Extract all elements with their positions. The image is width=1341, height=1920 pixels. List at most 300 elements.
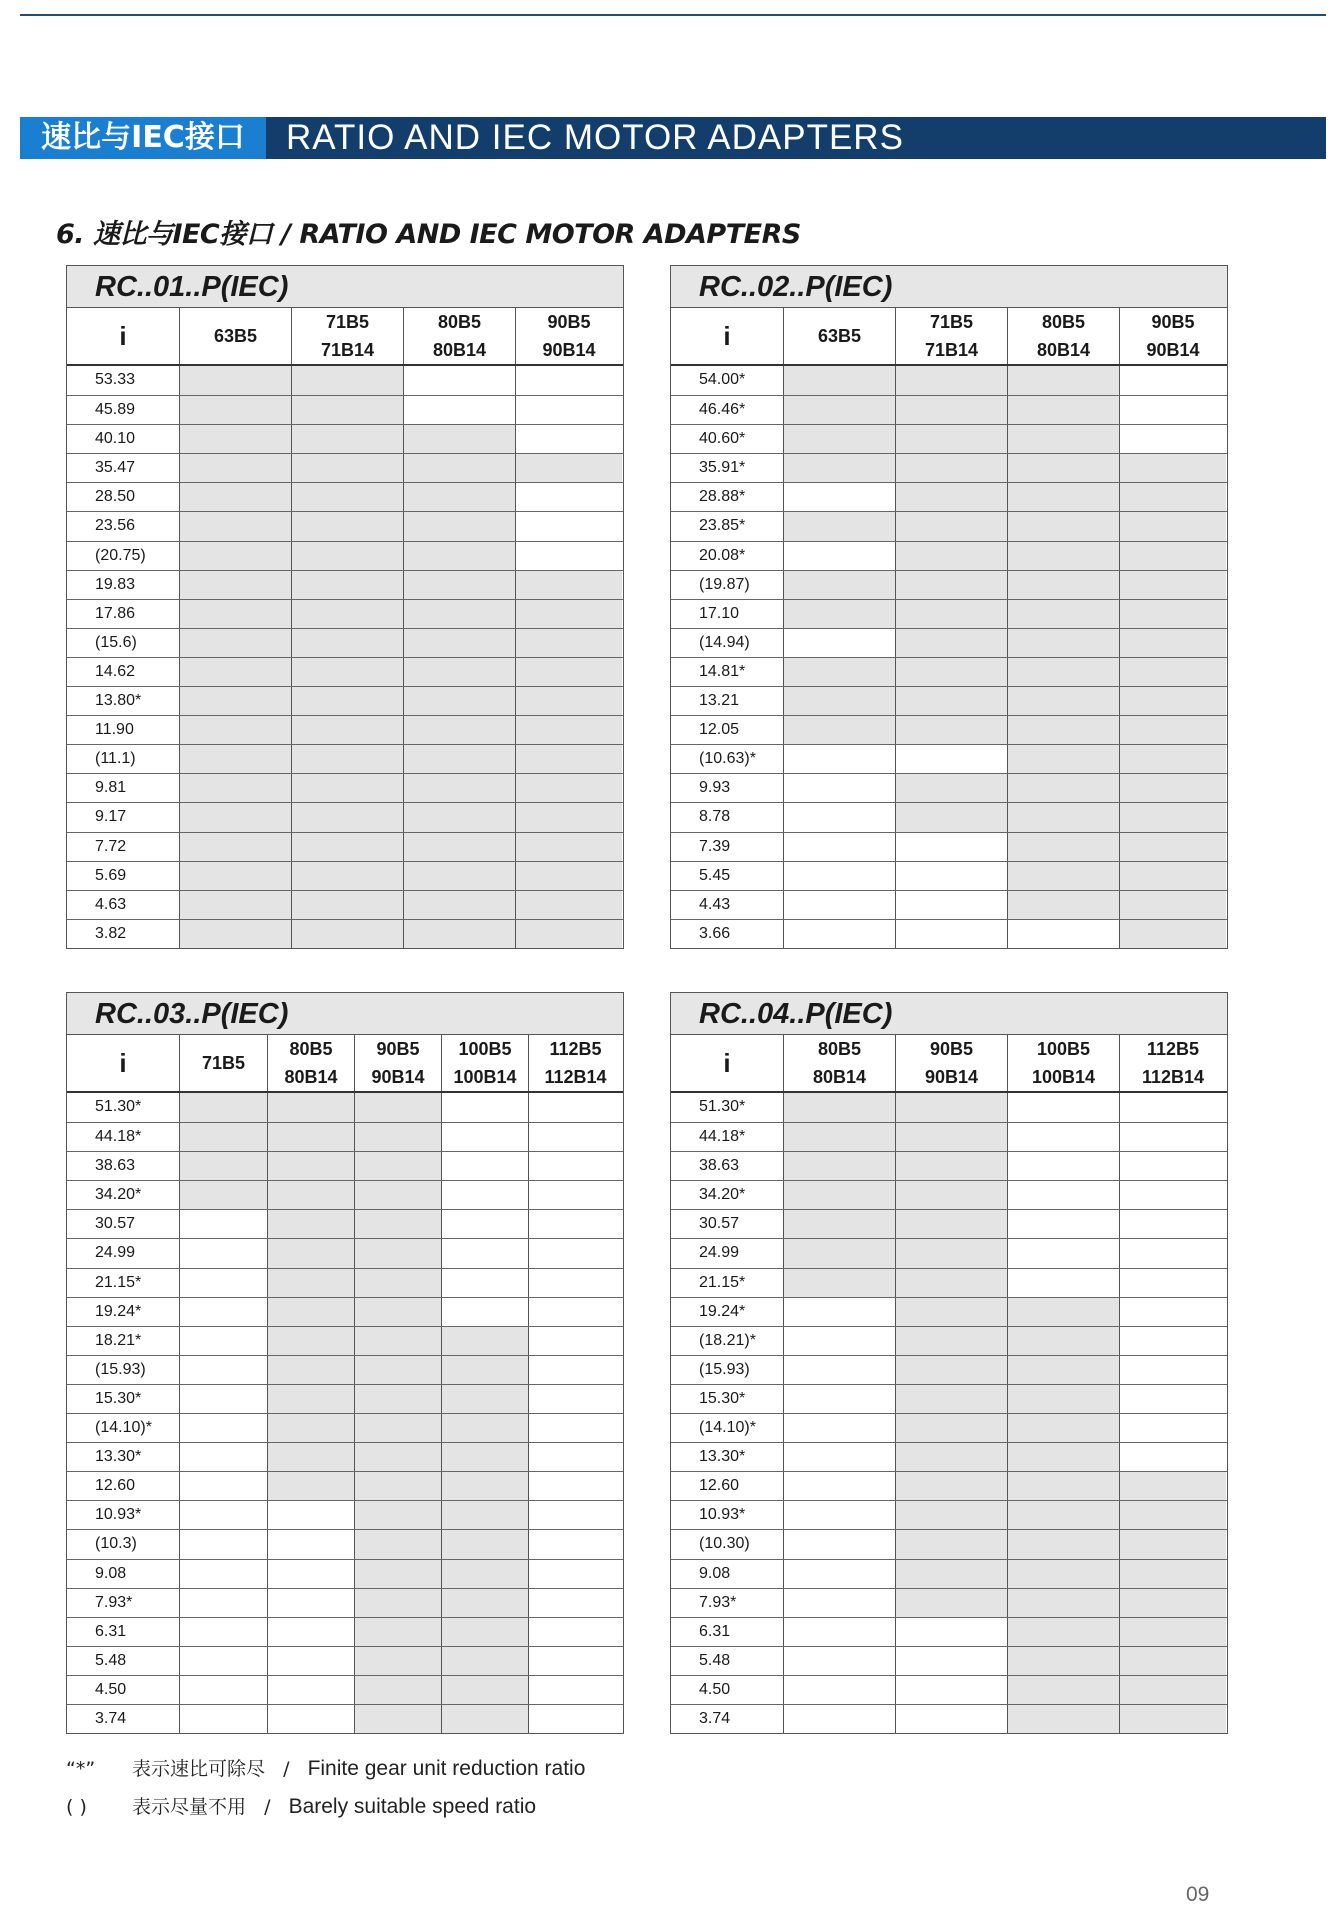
empty-cell [1007,1093,1119,1122]
table-title: RC..01..P(IEC) [67,266,623,308]
compatible-cell [267,1239,354,1267]
adapter-column-header [515,308,622,364]
table-row [67,1268,623,1297]
table-row [671,744,1227,773]
empty-cell [528,1298,622,1326]
ratio-value: (11.1) [67,745,179,773]
empty-cell [179,1589,267,1617]
empty-cell [267,1589,354,1617]
table-row [67,1122,623,1151]
table-row [67,1442,623,1471]
header-label: 71B5 [929,312,974,332]
compatible-cell [354,1269,441,1297]
ratio-value: 35.91* [671,454,783,482]
compatible-cell [179,920,291,948]
empty-cell [783,833,895,861]
compatible-cell [783,1239,895,1267]
compatible-cell [1119,891,1226,919]
table-row [671,541,1227,570]
compatible-cell [441,1385,528,1413]
compatible-cell [354,1443,441,1471]
empty-cell [267,1647,354,1675]
table-row [671,919,1227,948]
table-row [67,802,623,831]
ratio-value: 45.89 [67,396,179,424]
header-label: 80B14 [284,1067,338,1087]
ratio-value: 23.56 [67,512,179,540]
header-label: 90B5 [376,1039,420,1059]
ratio-value: 19.24* [67,1298,179,1326]
empty-cell [441,1152,528,1180]
adapter-column-header [783,308,895,364]
compatible-cell [441,1414,528,1442]
table-row [67,1355,623,1384]
compatible-cell [515,571,622,599]
compatible-cell [403,483,515,511]
empty-cell [1119,396,1226,424]
ratio-value: 3.66 [671,920,783,948]
ratio-value: 7.39 [671,833,783,861]
compatible-cell [291,366,403,395]
ratio-value: 40.10 [67,425,179,453]
adapter-column-header [179,308,291,364]
compatible-cell [441,1560,528,1588]
compatible-cell [179,1181,267,1209]
ratio-value: 38.63 [671,1152,783,1180]
compatible-cell [267,1327,354,1355]
header-label: i [723,1048,731,1078]
table-row [671,1238,1227,1267]
table-row [671,453,1227,482]
empty-cell [783,542,895,570]
empty-cell [1119,425,1226,453]
compatible-cell [1007,687,1119,715]
compatible-cell [1119,1501,1226,1529]
header-label: 100B14 [453,1067,517,1087]
compatible-cell [1119,1618,1226,1646]
compatible-cell [354,1705,441,1733]
compatible-cell [441,1647,528,1675]
compatible-cell [441,1443,528,1471]
empty-cell [179,1501,267,1529]
ratio-value: 7.93* [67,1589,179,1617]
legend-separator: / [264,1796,271,1818]
compatible-cell [179,396,291,424]
adapter-column-header [783,1035,895,1091]
ratio-value: 21.15* [671,1269,783,1297]
empty-cell [441,1181,528,1209]
compatible-cell [267,1210,354,1238]
compatible-cell [783,1152,895,1180]
empty-cell [528,1181,622,1209]
table-row [67,599,623,628]
compatible-cell [179,1152,267,1180]
compatible-cell [895,512,1007,540]
empty-cell [528,1705,622,1733]
ratio-value: 40.60* [671,425,783,453]
empty-cell [783,1530,895,1558]
legend-text-en: Finite gear unit reduction ratio [307,1757,586,1780]
compatible-cell [179,774,291,802]
ratio-value: 4.43 [671,891,783,919]
compatible-cell [1007,396,1119,424]
table-row [67,773,623,802]
header-banner [20,117,1326,159]
table-row [671,1529,1227,1558]
table-row [671,482,1227,511]
compatible-cell [1119,1705,1226,1733]
compatible-cell [1007,600,1119,628]
empty-cell [179,1647,267,1675]
empty-cell [528,1501,622,1529]
compatible-cell [783,396,895,424]
compatible-cell [1007,833,1119,861]
ratio-value: 44.18* [67,1123,179,1151]
compatible-cell [1007,1356,1119,1384]
header-label: 90B14 [924,1067,979,1087]
ratio-value: 4.50 [671,1676,783,1704]
empty-cell [1119,1443,1226,1471]
empty-cell [179,1676,267,1704]
table-row [67,715,623,744]
empty-cell [441,1239,528,1267]
compatible-cell [403,658,515,686]
ratio-value: 5.45 [671,862,783,890]
empty-cell [179,1530,267,1558]
compatible-cell [1119,920,1226,948]
ratio-value: 12.05 [671,716,783,744]
compatible-cell [783,425,895,453]
empty-cell [403,396,515,424]
empty-cell [267,1530,354,1558]
compatible-cell [515,891,622,919]
empty-cell [528,1093,622,1122]
compatible-cell [354,1152,441,1180]
compatible-cell [354,1327,441,1355]
empty-cell [783,1647,895,1675]
compatible-cell [1007,1327,1119,1355]
table-row [67,832,623,861]
empty-cell [179,1356,267,1384]
compatible-cell [1007,862,1119,890]
compatible-cell [1119,803,1226,831]
ratio-value: 13.80* [67,687,179,715]
table-row [67,1529,623,1558]
ratio-value: 15.30* [671,1385,783,1413]
compatible-cell [441,1618,528,1646]
table-row [671,686,1227,715]
compatible-cell [895,600,1007,628]
compatible-cell [515,745,622,773]
compatible-cell [895,1560,1007,1588]
compatible-cell [267,1414,354,1442]
compatible-cell [895,1530,1007,1558]
compatible-cell [895,803,1007,831]
empty-cell [783,483,895,511]
compatible-cell [1119,571,1226,599]
empty-cell [528,1443,622,1471]
empty-cell [895,745,1007,773]
ratio-value: (19.87) [671,571,783,599]
ratio-value: 24.99 [671,1239,783,1267]
compatible-cell [291,396,403,424]
compatible-cell [354,1618,441,1646]
table-row [671,1559,1227,1588]
table-row [671,1442,1227,1471]
empty-cell [783,920,895,948]
empty-cell [179,1210,267,1238]
compatible-cell [1119,745,1226,773]
compatible-cell [1119,1472,1226,1500]
compatible-cell [267,1181,354,1209]
compatible-cell [1119,1560,1226,1588]
compatible-cell [403,571,515,599]
table-row [671,628,1227,657]
table-row [671,1471,1227,1500]
compatible-cell [895,1093,1007,1122]
compatible-cell [179,716,291,744]
table-title: RC..03..P(IEC) [67,993,623,1035]
ratio-value: (14.10)* [67,1414,179,1442]
header-label: 71B14 [320,340,375,360]
compatible-cell [515,629,622,657]
compatible-cell [1007,891,1119,919]
table-row [67,1646,623,1675]
ratio-value: 17.86 [67,600,179,628]
table-row [67,744,623,773]
table-row [67,1704,623,1733]
table-row [67,686,623,715]
table-row [671,1646,1227,1675]
table-title: RC..02..P(IEC) [671,266,1227,308]
compatible-cell [354,1676,441,1704]
ratio-value: 34.20* [671,1181,783,1209]
ratio-value: 9.17 [67,803,179,831]
compatible-cell [895,1298,1007,1326]
compatible-cell [1007,1298,1119,1326]
compatible-cell [515,600,622,628]
empty-cell [1119,1385,1226,1413]
ratio-value: (15.6) [67,629,179,657]
compatible-cell [291,687,403,715]
ratio-value: 51.30* [67,1093,179,1122]
empty-cell [783,1705,895,1733]
compatible-cell [403,687,515,715]
compatible-cell [1119,1530,1226,1558]
compatible-cell [1119,1676,1226,1704]
empty-cell [528,1676,622,1704]
ratio-value: 15.30* [67,1385,179,1413]
compatible-cell [1119,600,1226,628]
header-label: 90B5 [547,312,591,332]
empty-cell [528,1269,622,1297]
legend-text-cn: 表示速比可除尽 [132,1758,266,1780]
compatible-cell [895,774,1007,802]
adapter-column-header [528,1035,622,1091]
header-label: 80B14 [432,340,487,360]
compatible-cell [1007,1560,1119,1588]
compatible-cell [895,1181,1007,1209]
compatible-cell [291,716,403,744]
table-row [67,482,623,511]
compatible-cell [895,542,1007,570]
adapter-column-header [895,308,1007,364]
compatible-cell [895,1589,1007,1617]
adapter-column-header [291,308,403,364]
empty-cell [895,1647,1007,1675]
table-row [671,1209,1227,1238]
header-label: 90B14 [1146,340,1200,360]
compatible-cell [291,483,403,511]
ratio-value: 21.15* [67,1269,179,1297]
header-label: 112B14 [544,1067,607,1087]
compatible-cell [895,658,1007,686]
ratio-value: 18.21* [67,1327,179,1355]
ratio-value: 13.30* [671,1443,783,1471]
compatible-cell [895,1123,1007,1151]
table-row [67,628,623,657]
empty-cell [528,1560,622,1588]
compatible-cell [354,1385,441,1413]
compatible-cell [515,833,622,861]
header-label: 63B5 [213,326,258,346]
empty-cell [528,1589,622,1617]
ratio-column-header [67,1035,179,1091]
empty-cell [528,1647,622,1675]
compatible-cell [403,425,515,453]
compatible-cell [895,687,1007,715]
ratio-value: 19.83 [67,571,179,599]
empty-cell [179,1443,267,1471]
ratio-value: 30.57 [67,1210,179,1238]
compatible-cell [1119,454,1226,482]
empty-cell [1007,1123,1119,1151]
compatible-cell [895,1210,1007,1238]
table-row [67,424,623,453]
table-row [671,366,1227,395]
ratio-value: 12.60 [671,1472,783,1500]
compatible-cell [291,571,403,599]
table-row [67,511,623,540]
legend-text-cn: 表示尽量不用 [132,1796,247,1818]
compatible-cell [895,1472,1007,1500]
legend-symbol: “*” [66,1758,96,1780]
table-row [67,919,623,948]
compatible-cell [403,774,515,802]
empty-cell [1119,366,1226,395]
compatible-cell [179,629,291,657]
legend-symbol: ( ) [66,1796,87,1818]
table-row [67,1559,623,1588]
ratio-value: (15.93) [67,1356,179,1384]
empty-cell [528,1618,622,1646]
compatible-cell [291,454,403,482]
compatible-cell [179,571,291,599]
empty-cell [1007,1181,1119,1209]
ratio-column-header [671,308,783,364]
compatible-cell [354,1298,441,1326]
compatible-cell [179,891,291,919]
compatible-cell [783,1123,895,1151]
compatible-cell [1007,1501,1119,1529]
compatible-cell [441,1589,528,1617]
compatible-cell [783,1210,895,1238]
compatible-cell [291,803,403,831]
table-row [671,1122,1227,1151]
empty-cell [895,891,1007,919]
adapter-column-header [403,308,515,364]
ratio-value: 23.85* [671,512,783,540]
ratio-value: (18.21)* [671,1327,783,1355]
compatible-cell [783,1093,895,1122]
compatible-cell [515,862,622,890]
ratio-value: 51.30* [671,1093,783,1122]
ratio-value: 24.99 [67,1239,179,1267]
table-row [671,1704,1227,1733]
empty-cell [895,862,1007,890]
header-label: 80B5 [817,1039,862,1059]
empty-cell [528,1152,622,1180]
compatible-cell [1119,512,1226,540]
empty-cell [267,1618,354,1646]
ratio-value: 28.50 [67,483,179,511]
table-row [67,1238,623,1267]
empty-cell [179,1472,267,1500]
compatible-cell [291,629,403,657]
adapter-column-header [179,1035,267,1091]
legend-row-barely [66,1792,536,1819]
compatible-cell [1119,542,1226,570]
table-row [671,1326,1227,1355]
compatible-cell [441,1356,528,1384]
ratio-value: 20.08* [671,542,783,570]
empty-cell [179,1705,267,1733]
compatible-cell [291,891,403,919]
table-row [67,1093,623,1122]
table-row [671,1500,1227,1529]
header-label: 100B5 [1036,1039,1091,1059]
compatible-cell [1007,1618,1119,1646]
empty-cell [267,1676,354,1704]
empty-cell [783,891,895,919]
compatible-cell [354,1123,441,1151]
empty-cell [267,1705,354,1733]
empty-cell [528,1530,622,1558]
compatible-cell [1007,1385,1119,1413]
compatible-cell [783,454,895,482]
table-row [671,861,1227,890]
table-row [671,1093,1227,1122]
compatible-cell [1007,658,1119,686]
compatible-cell [403,920,515,948]
ratio-value: 35.47 [67,454,179,482]
table-title: RC..04..P(IEC) [671,993,1227,1035]
compatible-cell [1007,1676,1119,1704]
ratio-value: 9.93 [671,774,783,802]
empty-cell [783,1414,895,1442]
compatible-cell [403,803,515,831]
empty-cell [1119,1269,1226,1297]
compatible-cell [403,891,515,919]
table-row [671,1297,1227,1326]
compatible-cell [179,425,291,453]
adapter-column-header [1007,1035,1119,1091]
ratio-value: 7.93* [671,1589,783,1617]
compatible-cell [515,774,622,802]
empty-cell [1119,1414,1226,1442]
compatible-cell [1007,803,1119,831]
compatible-cell [291,833,403,861]
